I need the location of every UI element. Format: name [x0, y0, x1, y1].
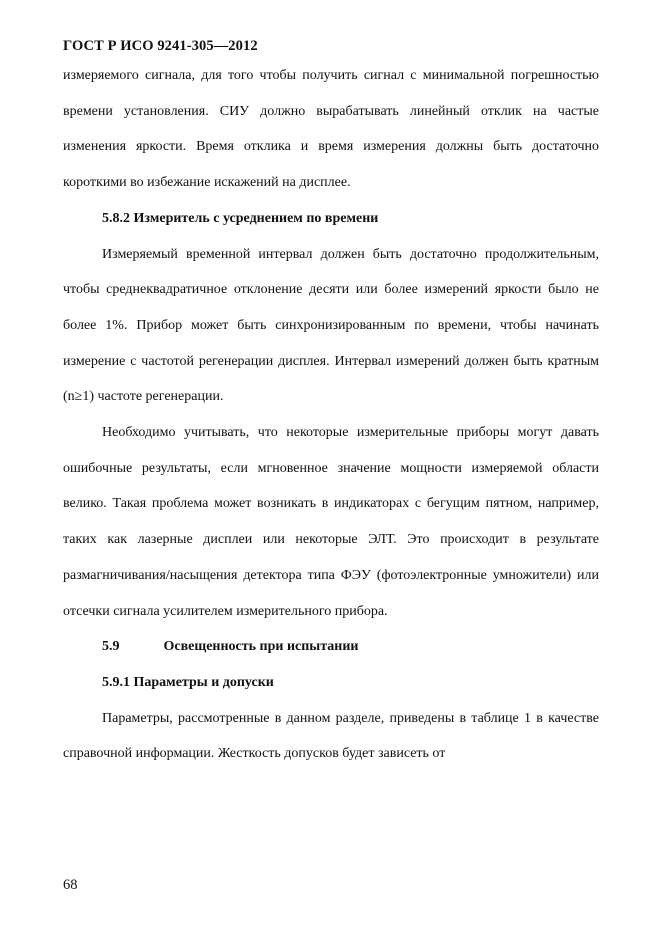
paragraph-time-interval: Измеряемый временной интервал должен быть достаточно продолжительным, чтобы среднеквадратичное отклонение десяти или более измерений яркости было не более 1%. Прибор может быть синхронизированным по времени, чтобы начинать измерение с частотой регенерации дисплея. Интервал измерений должен быть кратным (n≥1) частоте регенерации.	[63, 246, 599, 405]
heading-5-9	[63, 629, 599, 665]
page-body	[63, 58, 599, 772]
standard-header: ГОСТ Р ИСО 9241-305—2012	[63, 38, 258, 54]
heading-5-9-1: 5.9.1 Параметры и допуски	[102, 674, 274, 690]
heading-5-8-2: 5.8.2 Измеритель с усреднением по времени	[102, 210, 379, 226]
heading-5-9-title: Освещенность при испытании	[163, 639, 359, 655]
page-number: 68	[63, 877, 78, 893]
paragraph-erroneous-results: Необходимо учитывать, что некоторые измерительные приборы могут давать ошибочные результаты, если мгновенное значение мощности измеряемой области велико. Такая проблема может возникать в индикаторах с бегущим пятном, например, таких как лазерные дисплеи или некоторые ЭЛТ. Это происходит в результате размагничивания/насыщения детектора типа ФЭУ (фотоэлектронные умножители) или отсечки сигнала усилителем измерительного прибора.	[63, 425, 599, 619]
paragraph-parameters: Параметры, рассмотренные в данном разделе, приведены в таблице 1 в качестве справочной информации. Жесткость допусков будет зависеть от	[63, 710, 599, 762]
heading-5-9-number: 5.9	[102, 639, 120, 655]
paragraph-continuation: измеряемого сигнала, для того чтобы получить сигнал с минимальной погрешностью времени установления. СИУ должно вырабатывать линейный отклик на частые изменения яркости. Время отклика и время измерения должны быть достаточно короткими во избежание искажений на дисплее.	[63, 68, 599, 191]
